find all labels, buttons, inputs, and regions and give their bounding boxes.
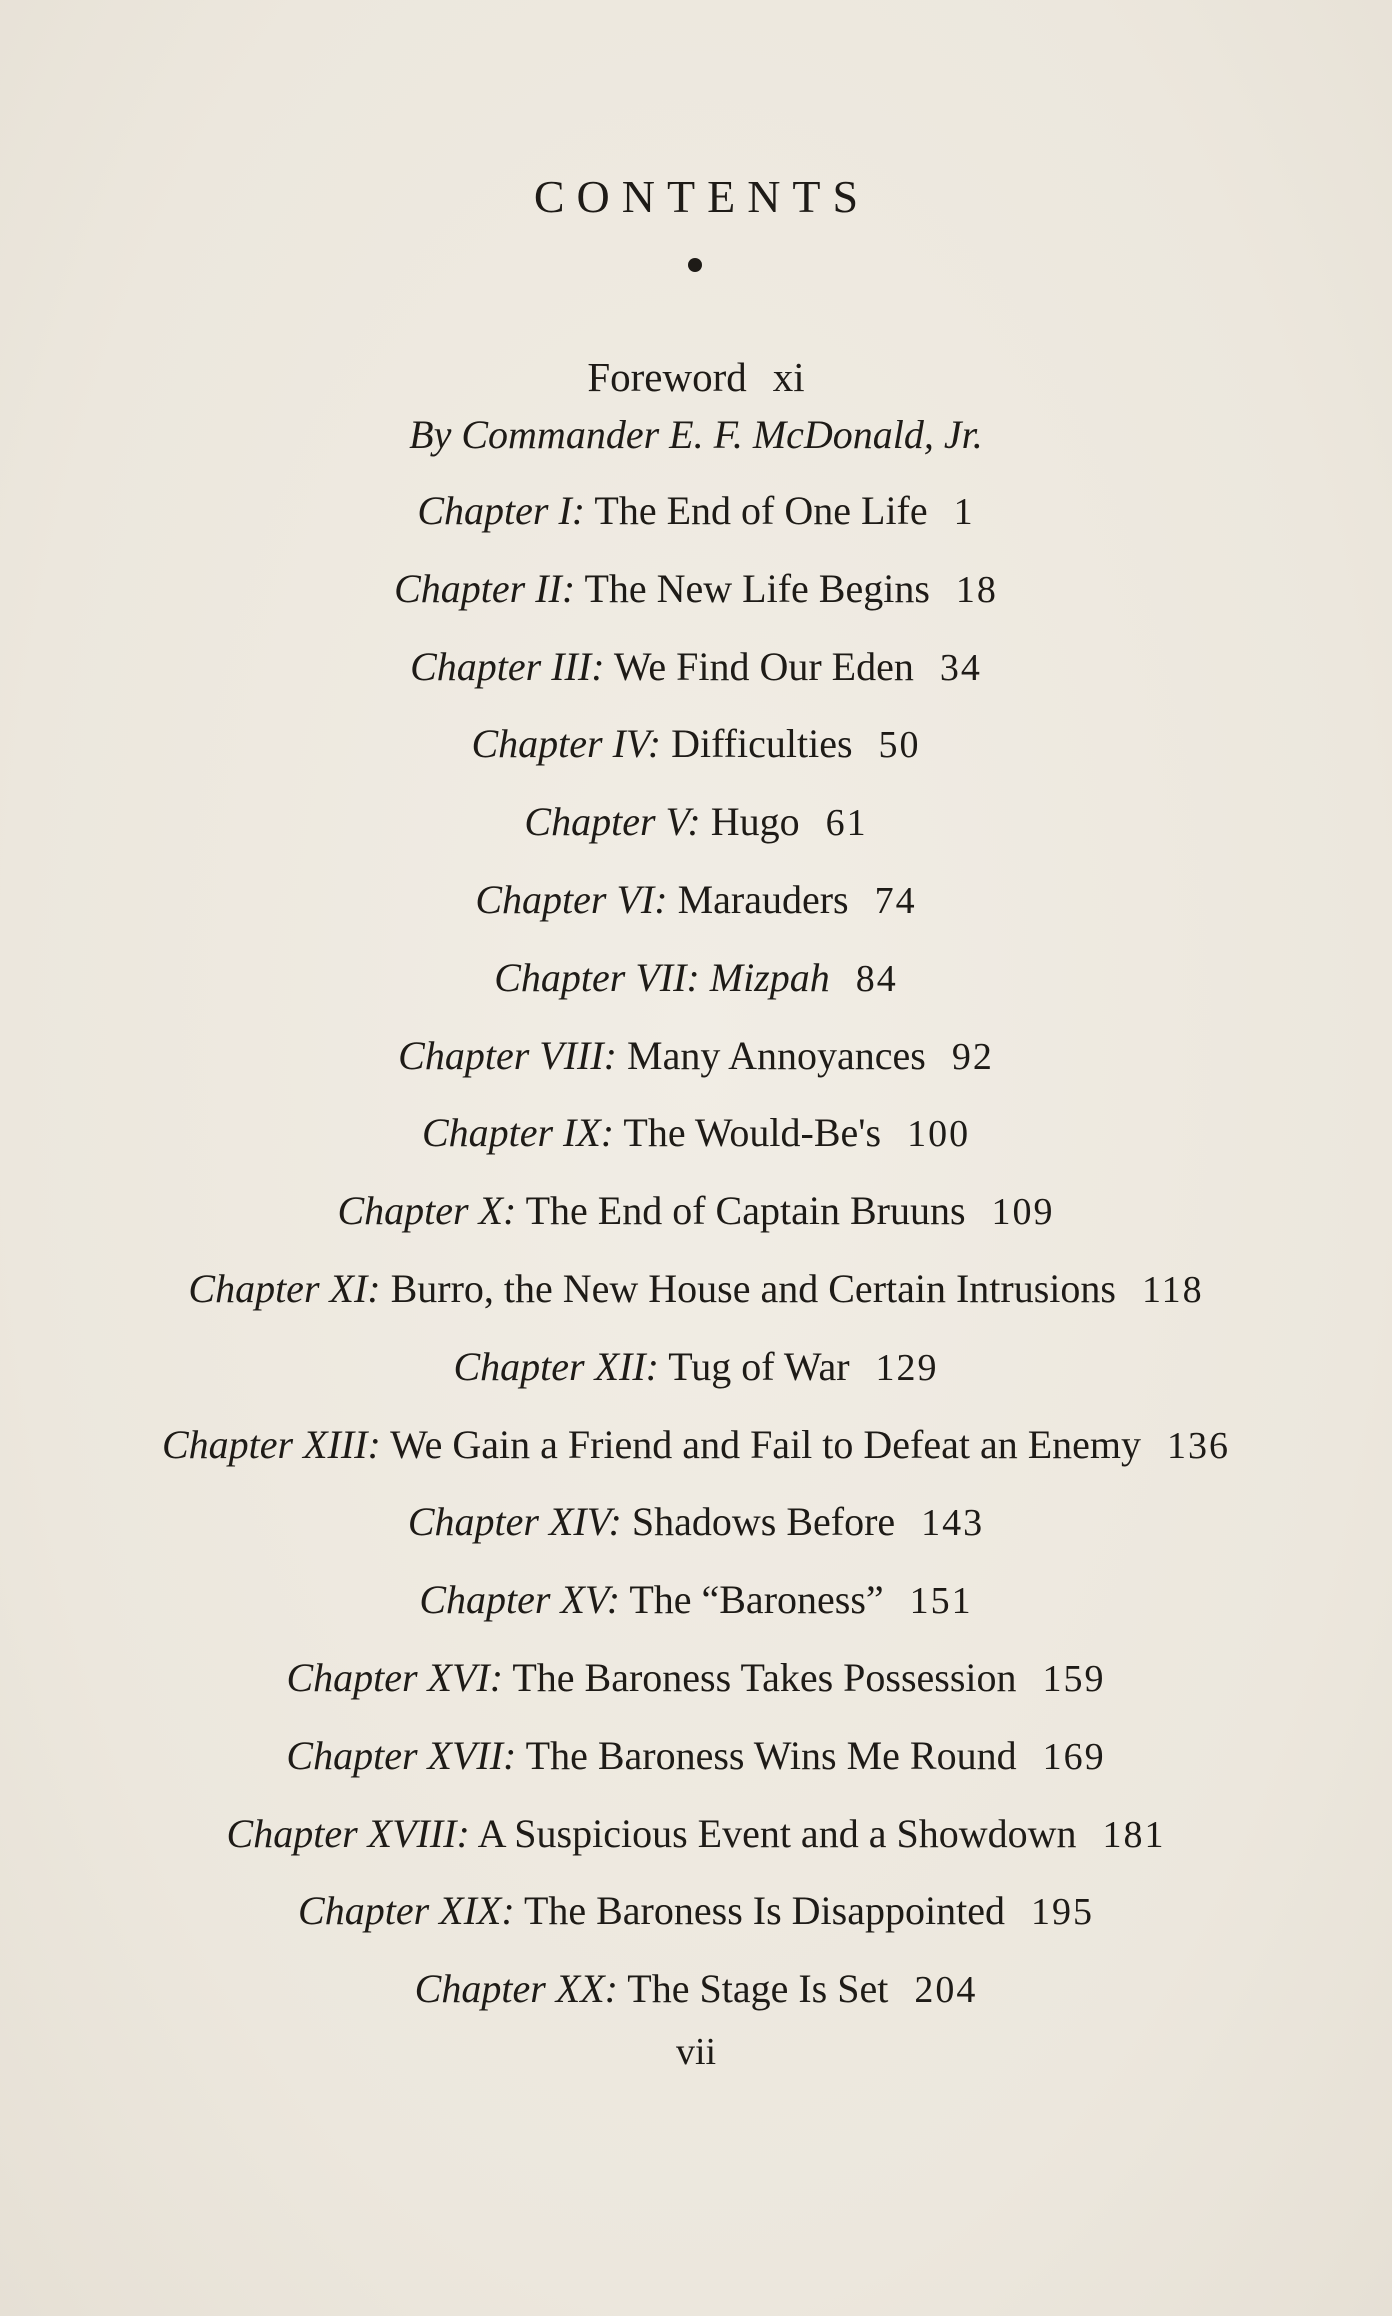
chapter-title: Many Annoyances: [627, 1032, 926, 1078]
chapter-page: 118: [1142, 1268, 1204, 1311]
chapter-label: Chapter V:: [524, 799, 701, 845]
chapter-entry: [0, 1186, 1392, 1264]
chapter-label: Chapter XIII:: [161, 1421, 381, 1467]
chapter-page: 84: [855, 957, 898, 1000]
chapter-page: 92: [951, 1035, 994, 1078]
chapter-label: Chapter III:: [410, 643, 605, 689]
chapter-title: The Would-Be's: [623, 1110, 882, 1156]
chapter-title: The Baroness Wins Me Round: [525, 1732, 1017, 1778]
chapter-entry: [0, 875, 1392, 953]
ornament-dot: [688, 258, 702, 272]
chapter-page: 151: [909, 1580, 973, 1623]
chapter-title: We Find Our Eden: [613, 643, 914, 689]
chapter-title: The Stage Is Set: [627, 1966, 889, 2012]
chapter-label: Chapter VIII:: [398, 1032, 617, 1078]
chapter-entry: [0, 1031, 1392, 1109]
chapter-title: The Baroness Is Disappointed: [523, 1888, 1005, 1934]
chapter-entry: [0, 1886, 1392, 1964]
chapter-label: Chapter XVIII:: [226, 1810, 470, 1856]
chapter-title: The Baroness Takes Possession: [512, 1654, 1017, 1700]
chapter-title: The End of One Life: [594, 488, 928, 533]
chapter-page: 159: [1042, 1657, 1106, 1700]
chapter-label: Chapter XI:: [188, 1265, 381, 1311]
chapter-entry: [0, 1575, 1392, 1653]
chapter-label: Chapter XVI:: [286, 1654, 504, 1700]
chapter-page: 136: [1167, 1424, 1231, 1467]
chapter-title: Tug of War: [668, 1343, 850, 1389]
chapter-entry: [0, 1264, 1392, 1342]
chapter-entry: [0, 1342, 1392, 1420]
chapter-page: 18: [955, 568, 998, 611]
chapter-label: Chapter XIX:: [298, 1888, 515, 1934]
chapter-label: Chapter XIV:: [407, 1499, 622, 1545]
foreword-entry: [0, 352, 1392, 402]
chapter-label: Chapter XVII:: [286, 1732, 517, 1778]
chapter-label: Chapter XX:: [414, 1966, 618, 2012]
chapter-label: Chapter VII:: [494, 954, 700, 1000]
chapter-title: Marauders: [677, 876, 849, 922]
chapter-entry: [0, 1108, 1392, 1186]
page-folio: vii: [675, 2031, 717, 2073]
chapter-title: Difficulties: [671, 721, 853, 767]
chapter-title: A Suspicious Event and a Showdown: [477, 1810, 1077, 1856]
chapter-entry: [0, 1809, 1392, 1887]
chapter-entry: [0, 953, 1392, 1031]
chapter-label: Chapter IX:: [421, 1110, 615, 1156]
contents-heading: CONTENTS: [533, 171, 871, 222]
chapter-entry: [0, 564, 1392, 642]
chapter-page: 195: [1030, 1891, 1094, 1934]
chapter-page: 181: [1102, 1813, 1166, 1856]
chapter-page: 109: [991, 1191, 1055, 1234]
chapter-label: Chapter VI:: [475, 876, 668, 922]
chapter-entry: [0, 1731, 1392, 1809]
chapter-title: Shadows Before: [631, 1499, 896, 1545]
chapter-page: 1: [953, 491, 975, 533]
chapter-title: The New Life Begins: [584, 565, 930, 611]
chapter-page: 61: [825, 802, 868, 845]
chapter-entry: [0, 486, 1392, 564]
chapter-title: The End of Captain Bruuns: [525, 1188, 966, 1234]
chapter-label: Chapter I:: [417, 488, 586, 533]
chapter-entry: [0, 642, 1392, 720]
chapter-title: Burro, the New House and Certain Intrusions: [390, 1265, 1116, 1311]
chapter-list: [0, 486, 1392, 2042]
foreword-byline: By Commander E. F. McDonald, Jr.: [409, 412, 983, 457]
chapter-entry: [0, 1497, 1392, 1575]
chapter-page: 50: [878, 724, 921, 767]
chapter-label: Chapter X:: [337, 1188, 517, 1234]
chapter-page: 100: [907, 1113, 971, 1156]
chapter-label: Chapter XV:: [419, 1577, 621, 1623]
chapter-title: Hugo: [710, 799, 800, 845]
chapter-entry: [0, 797, 1392, 875]
foreword-page: xi: [772, 354, 805, 400]
chapter-page: 34: [939, 646, 982, 689]
chapter-label: Chapter II:: [394, 565, 576, 611]
chapter-entry: [0, 719, 1392, 797]
chapter-title: Mizpah: [709, 954, 830, 1000]
chapter-page: 204: [914, 1969, 978, 2012]
chapter-label: Chapter XII:: [453, 1343, 659, 1389]
chapter-page: 129: [875, 1346, 939, 1389]
chapter-page: 143: [921, 1502, 985, 1545]
foreword-label: Foreword: [587, 354, 747, 400]
chapter-title: The “Baroness”: [629, 1577, 884, 1623]
chapter-entry: [0, 1653, 1392, 1731]
chapter-label: Chapter IV:: [471, 721, 662, 767]
chapter-page: 74: [874, 879, 917, 922]
chapter-page: 169: [1042, 1735, 1106, 1778]
chapter-entry: [0, 1420, 1392, 1498]
chapter-title: We Gain a Friend and Fail to Defeat an Enemy: [390, 1421, 1142, 1467]
